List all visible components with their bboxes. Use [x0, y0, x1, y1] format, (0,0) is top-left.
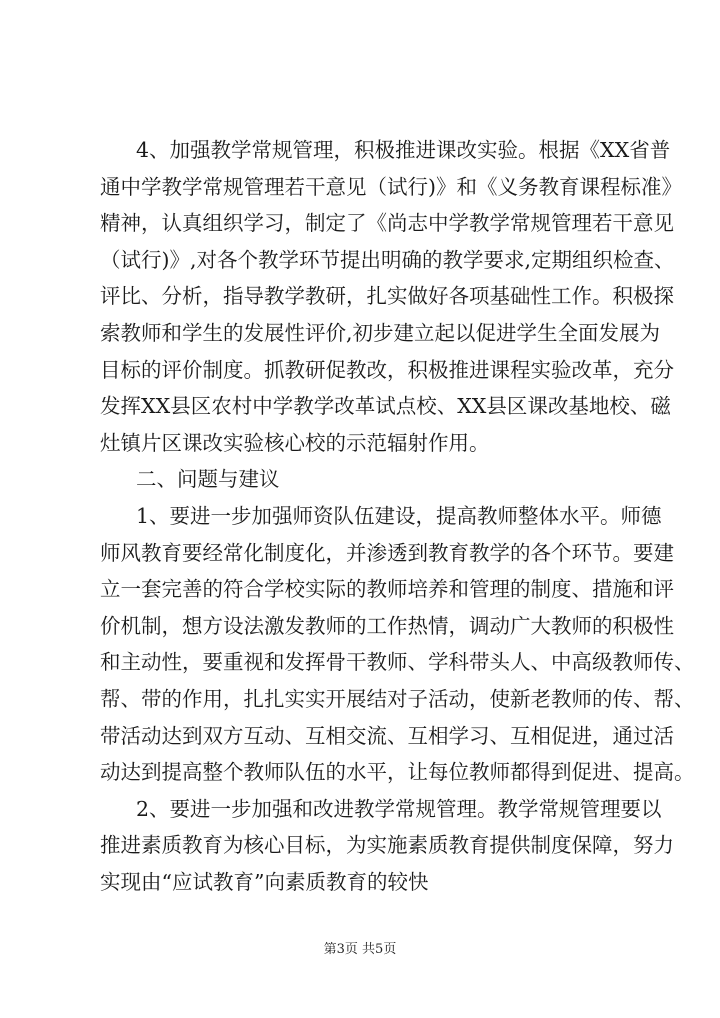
page-footer: 第3页 共5页 — [323, 942, 397, 957]
text-line: 帮、带的作用，扎扎实实开展结对子活动，使新老教师的传、帮、 — [100, 686, 695, 711]
text-line: 4、加强教学常规管理，积极推进课改实验。根据《XX省普 — [136, 138, 671, 162]
text-line: 价机制，想方设法激发教师的工作热情，调动广大教师的积极性 — [100, 613, 674, 638]
text-line: （试行)》,对各个教学环节提出明确的教学要求,定期组织检查、 — [100, 247, 675, 272]
text-line: 立一套完善的符合学校实际的教师培养和管理的制度、措施和评 — [100, 577, 674, 602]
text-line: 评比、分析，指导教学教研，扎实做好各项基础性工作。积极探 — [100, 284, 674, 309]
text-line: 1、要进一步加强师资队伍建设，提高教师整体水平。师德 — [136, 503, 662, 528]
text-line: 和主动性，要重视和发挥骨干教师、学科带头人、中高级教师传、 — [100, 650, 695, 675]
text-line: 动达到提高整个教师队伍的水平，让每位教师都得到促进、提高。 — [100, 760, 695, 785]
paragraph — [100, 791, 674, 901]
text-line: 实现由“应试教育”向素质教育的较快 — [100, 869, 429, 894]
text-line: 通中学教学常规管理若干意见（试行)》和《义务教育课程标准》 — [100, 174, 682, 199]
text-line: 索教师和学生的发展性评价,初步建立起以促进学生全面发展为 — [100, 320, 661, 345]
paragraph — [100, 498, 695, 791]
text-line: 发挥XX县区农村中学教学改革试点校、XX县区课改基地校、磁 — [100, 394, 671, 419]
text-line: 目标的评价制度。抓教研促教改，积极推进课程实验改革，充分 — [100, 357, 674, 382]
text-line: 精神，认真组织学习，制定了《尚志中学教学常规管理若干意见 — [100, 211, 674, 236]
document-body — [100, 132, 695, 900]
paragraph — [100, 132, 682, 461]
text-line: 推进素质教育为核心目标，为实施素质教育提供制度保障，努力 — [100, 833, 674, 858]
text-line: 师风教育要经常化制度化，并渗透到教育教学的各个环节。要建 — [100, 540, 674, 565]
text-line: 二、问题与建议 — [136, 467, 280, 492]
text-line: 带活动达到双方互动、互相交流、互相学习、互相促进，通过活 — [100, 723, 674, 748]
text-line: 2、要进一步加强和改进教学常规管理。教学常规管理要以 — [136, 796, 662, 821]
text-line: 灶镇片区课改实验核心校的示范辐射作用。 — [100, 430, 490, 455]
section-heading — [100, 461, 642, 498]
